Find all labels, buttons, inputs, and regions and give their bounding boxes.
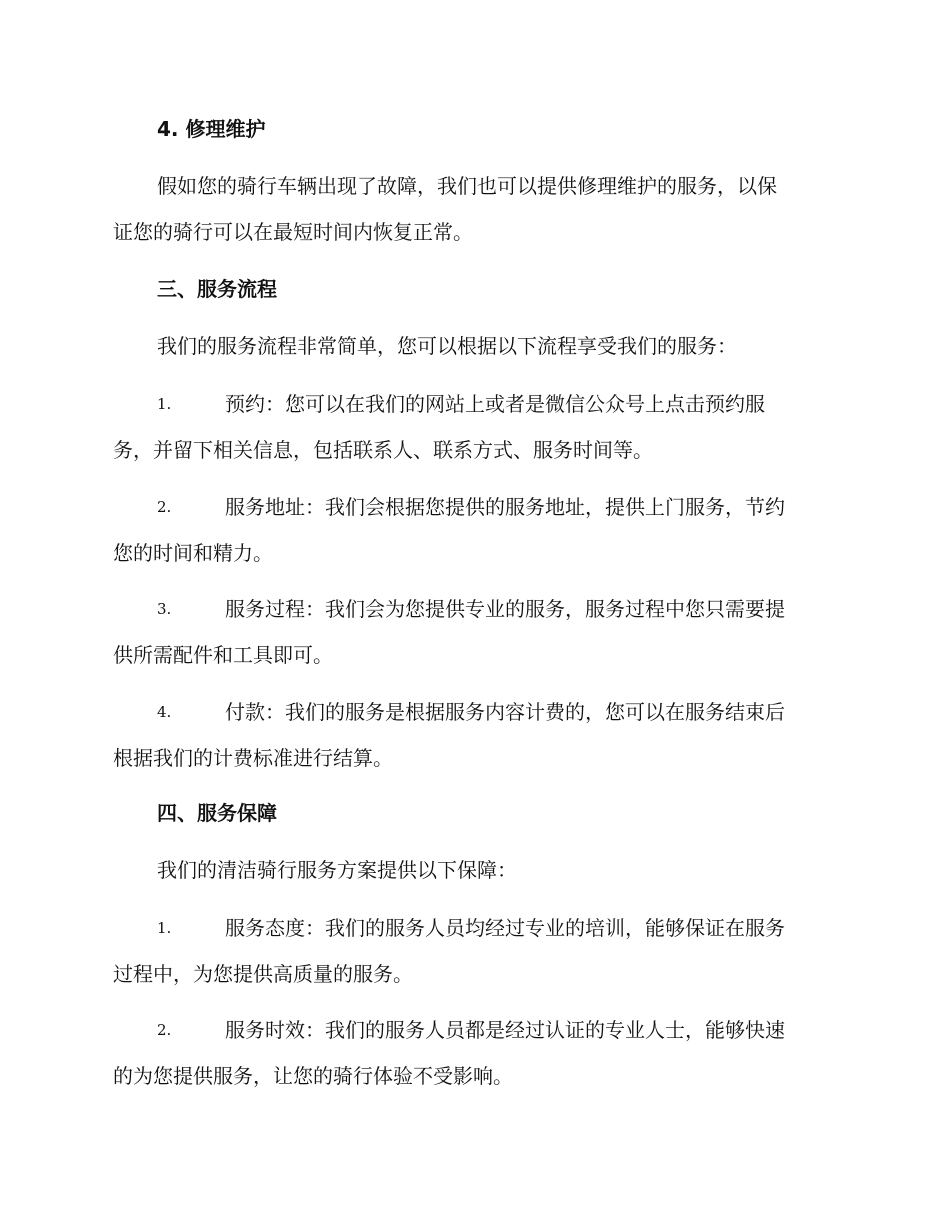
process-item-1	[113, 381, 835, 473]
list-number: 2.	[157, 498, 172, 516]
list-number: 1.	[157, 919, 172, 937]
section-heading-guarantee: 四、服务保障	[157, 801, 277, 825]
list-number: 1.	[157, 395, 172, 413]
repair-paragraph	[113, 163, 835, 255]
guarantee-item-2	[113, 1007, 835, 1099]
guarantee-intro: 我们的清洁骑行服务方案提供以下保障：	[157, 858, 517, 882]
list-item-line: 付款：我们的服务是根据服务内容计费的，您可以在服务结束后	[225, 700, 785, 724]
list-item-line: 服务过程：我们会为您提供专业的服务，服务过程中您只需要提	[225, 597, 785, 621]
list-item-line: 预约：您可以在我们的网站上或者是微信公众号上点击预约服	[225, 392, 765, 416]
process-item-4	[113, 689, 835, 781]
list-number: 2.	[157, 1021, 172, 1039]
section-heading-process: 三、服务流程	[157, 277, 277, 301]
list-item-line: 服务地址：我们会根据您提供的服务地址，提供上门服务，节约	[225, 495, 785, 519]
process-intro: 我们的服务流程非常简单，您可以根据以下流程享受我们的服务：	[157, 334, 737, 358]
repair-paragraph-line: 假如您的骑行车辆出现了故障，我们也可以提供修理维护的服务，以保	[157, 174, 777, 198]
list-item-line: 的为您提供服务，让您的骑行体验不受影响。	[113, 1064, 513, 1088]
list-item-line: 供所需配件和工具即可。	[113, 643, 333, 667]
list-item-line: 服务态度：我们的服务人员均经过专业的培训，能够保证在服务	[225, 916, 785, 940]
list-number: 3.	[157, 600, 172, 618]
list-item-line: 服务时效：我们的服务人员都是经过认证的专业人士，能够快速	[225, 1018, 785, 1042]
repair-paragraph-line: 证您的骑行可以在最短时间内恢复正常。	[113, 220, 473, 244]
section-heading-repair: 4. 修理维护	[157, 117, 266, 141]
guarantee-item-1	[113, 905, 835, 997]
list-item-line: 务，并留下相关信息，包括联系人、联系方式、服务时间等。	[113, 438, 653, 462]
list-item-line: 您的时间和精力。	[113, 541, 273, 565]
list-item-line: 根据我们的计费标准进行结算。	[113, 746, 393, 770]
process-item-3	[113, 586, 835, 678]
process-item-2	[113, 484, 835, 576]
list-number: 4.	[157, 703, 172, 721]
list-item-line: 过程中，为您提供高质量的服务。	[113, 962, 413, 986]
